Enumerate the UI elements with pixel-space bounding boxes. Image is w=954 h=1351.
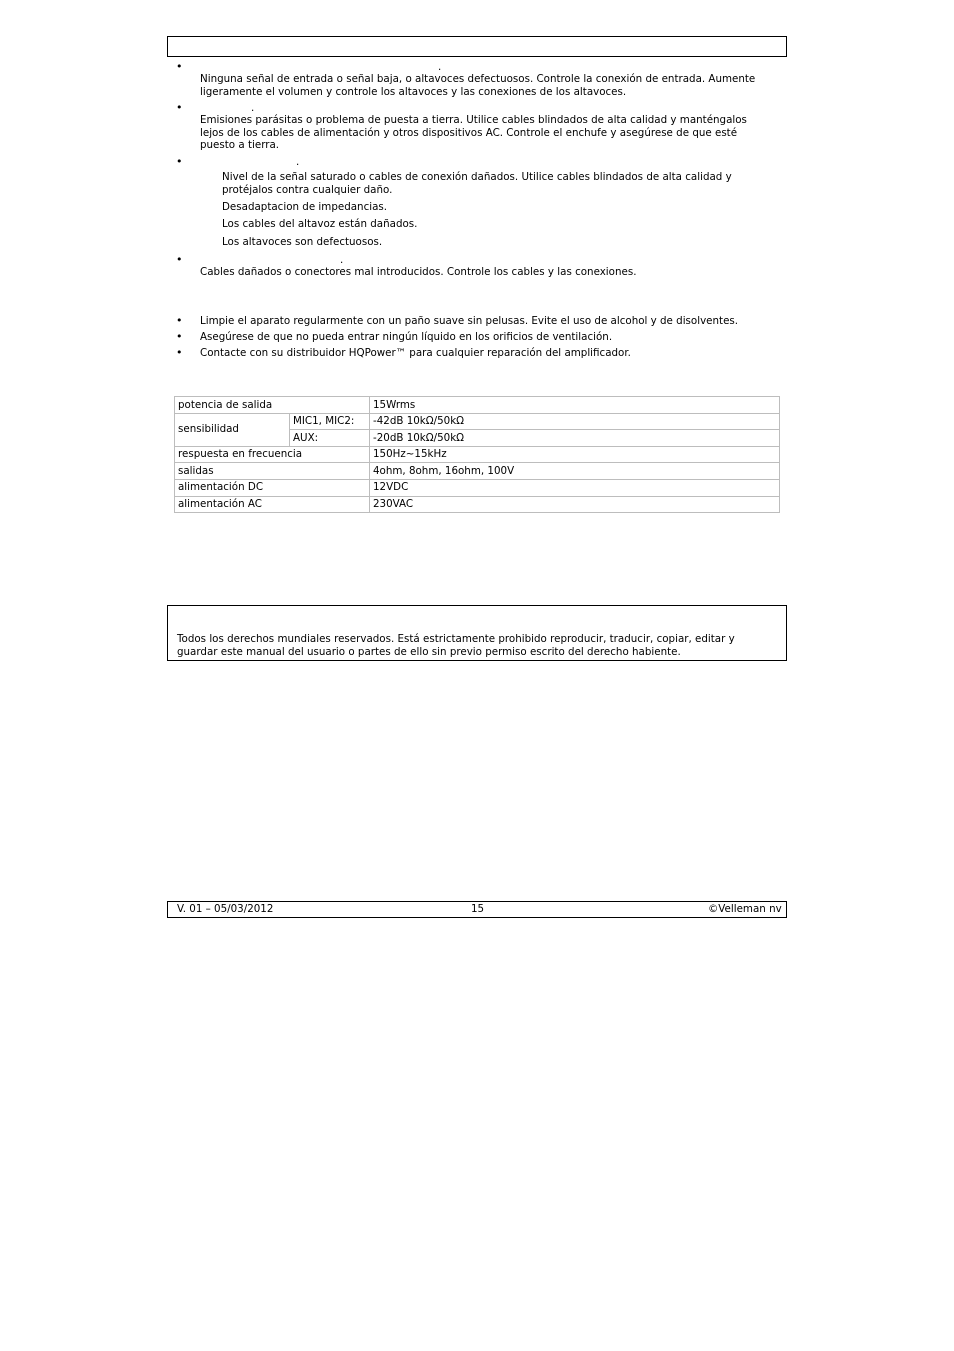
specifications-table (174, 396, 780, 513)
troubleshooting-cause-2: Desadaptacion de impedancias. (222, 201, 388, 213)
bullet: • (176, 60, 183, 73)
spec-label: alimentación DC (175, 479, 370, 496)
spec-value: -42dB 10kΩ/50kΩ (370, 413, 780, 430)
table-row (175, 463, 780, 480)
bullet: • (176, 253, 183, 266)
troubleshooting-cause-1: Nivel de la señal saturado o cables de conexión dañados. Utilice cables blindados de alta calidad y protéjalos contra cualquier daño. (222, 171, 732, 196)
table-row (175, 413, 780, 430)
spec-value: -20dB 10kΩ/50kΩ (370, 430, 780, 447)
table-row (175, 446, 780, 463)
spec-label: alimentación AC (175, 496, 370, 513)
bullet: • (176, 330, 183, 343)
spec-value: 12VDC (370, 479, 780, 496)
spec-value: 15Wrms (370, 397, 780, 414)
bullet: • (176, 314, 183, 327)
bullet: • (176, 101, 183, 114)
heading-period: . (438, 61, 442, 73)
table-row (175, 397, 780, 414)
troubleshooting-text-2: Emisiones parásitas o problema de puesta a tierra. Utilice cables blindados de alta calidad y manténgalos lejos de los cables de alimentación y otros dispositivos AC. Controle el enchufe y asegúrese de que esté puesto a tierra. (200, 114, 747, 152)
bullet: • (176, 346, 183, 359)
spec-label: sensibilidad (175, 413, 290, 446)
spec-label: respuesta en frecuencia (175, 446, 370, 463)
troubleshooting-cause-3: Los cables del altavoz están dañados. (222, 218, 418, 230)
copyright-text: Todos los derechos mundiales reservados. Está estrictamente prohibido reproducir, traducir, copiar, editar y guardar este manual del usuario o partes de ello sin previo permiso escrito del derecho habiente. (177, 633, 735, 658)
troubleshooting-text-1: Ninguna señal de entrada o señal baja, o altavoces defectuosos. Controle la conexión de entrada. Aumente ligeramente el volumen y controle los altavoces y las conexiones de los altavoces. (200, 73, 756, 98)
spec-sublabel: AUX: (290, 430, 370, 447)
spec-label: salidas (175, 463, 370, 480)
maintenance-item-3: Contacte con su distribuidor HQPower™ para cualquier reparación del amplificador. (200, 347, 631, 359)
maintenance-item-2: Asegúrese de que no pueda entrar ningún líquido en los orificios de ventilación. (200, 331, 613, 343)
maintenance-item-1: Limpie el aparato regularmente con un paño suave sin pelusas. Evite el uso de alcohol y de disolventes. (200, 315, 739, 327)
header-frame (167, 36, 787, 57)
table-row (175, 479, 780, 496)
heading-period: . (296, 156, 300, 168)
footer-page-number: 15 (471, 903, 485, 915)
troubleshooting-text-4: Cables dañados o conectores mal introducidos. Controle los cables y las conexiones. (200, 266, 637, 278)
footer-version: V. 01 – 05/03/2012 (177, 903, 274, 915)
spec-value: 4ohm, 8ohm, 16ohm, 100V (370, 463, 780, 480)
heading-period: . (340, 254, 344, 266)
spec-label: potencia de salida (175, 397, 370, 414)
spec-value: 230VAC (370, 496, 780, 513)
footer-company: ©Velleman nv (708, 903, 782, 915)
heading-period: . (251, 102, 255, 114)
bullet: • (176, 155, 183, 168)
table-row (175, 496, 780, 513)
spec-value: 150Hz~15kHz (370, 446, 780, 463)
spec-sublabel: MIC1, MIC2: (290, 413, 370, 430)
troubleshooting-cause-4: Los altavoces son defectuosos. (222, 236, 383, 248)
